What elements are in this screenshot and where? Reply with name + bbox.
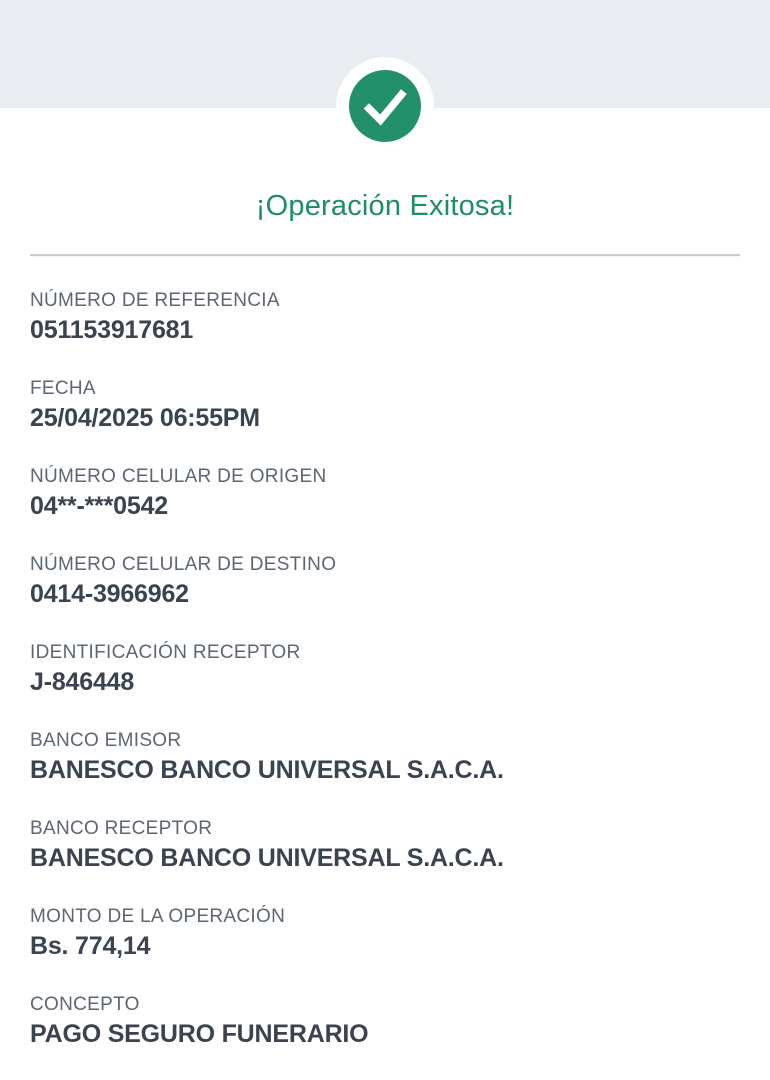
field-label: BANCO RECEPTOR (30, 818, 213, 839)
receipt-field (30, 816, 740, 874)
receipt-fields (30, 288, 740, 1080)
field-value: BANESCO BANCO UNIVERSAL S.A.C.A. (30, 756, 504, 784)
receipt-field (30, 464, 740, 522)
field-label: MONTO DE LA OPERACIÓN (30, 906, 286, 927)
page-title: ¡Operación Exitosa! (255, 190, 515, 222)
field-value: Bs. 774,14 (30, 932, 151, 960)
success-circle (349, 70, 421, 142)
success-badge (336, 57, 434, 155)
field-value: 051153917681 (30, 316, 194, 344)
field-label: NÚMERO DE REFERENCIA (30, 290, 280, 311)
field-label: BANCO EMISOR (30, 730, 182, 751)
receipt-field (30, 552, 740, 610)
receipt-field (30, 728, 740, 786)
receipt-field (30, 904, 740, 962)
field-label: FECHA (30, 378, 96, 399)
receipt-field (30, 288, 740, 346)
field-value: PAGO SEGURO FUNERARIO (30, 1020, 369, 1048)
receipt-field (30, 376, 740, 434)
field-label: NÚMERO CELULAR DE ORIGEN (30, 466, 327, 487)
receipt-field (30, 640, 740, 698)
field-value: 0414-3966962 (30, 580, 189, 608)
field-value: J-846448 (30, 668, 135, 696)
field-label: NÚMERO CELULAR DE DESTINO (30, 554, 337, 575)
receipt-field (30, 992, 740, 1050)
field-value: 04**-***0542 (30, 492, 168, 520)
field-value: BANESCO BANCO UNIVERSAL S.A.C.A. (30, 844, 504, 872)
field-label: IDENTIFICACIÓN RECEPTOR (30, 642, 301, 663)
check-icon (349, 70, 421, 142)
field-label: CONCEPTO (30, 994, 140, 1015)
field-value: 25/04/2025 06:55PM (30, 404, 260, 432)
divider (30, 254, 740, 257)
